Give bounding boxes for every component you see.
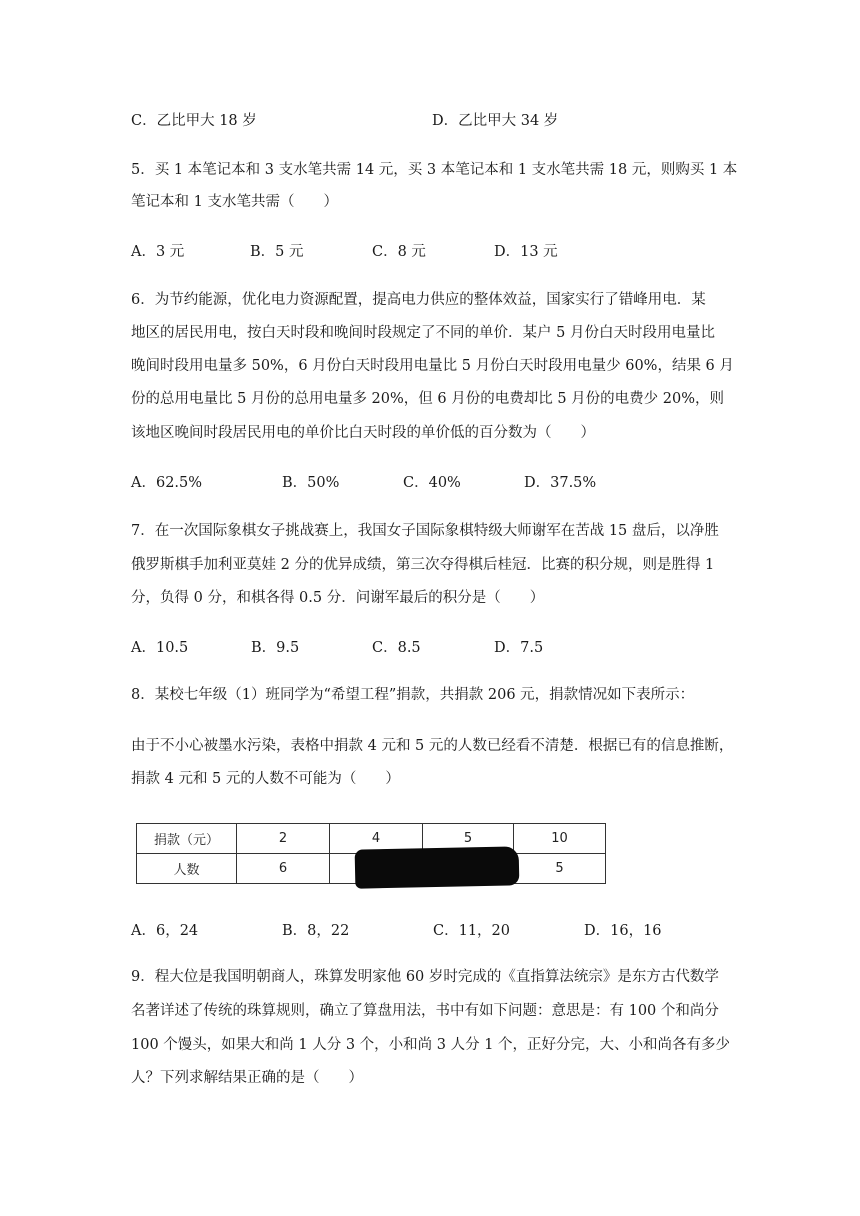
q9-text-line-1: 9．程大位是我国明朝商人，珠算发明家他 60 岁时完成的《直指算法统宗》是东方古代数学	[131, 969, 719, 985]
q5-option-a: A．3 元	[131, 244, 185, 260]
table-cell: 4	[330, 824, 423, 854]
q7-text-line-1: 7．在一次国际象棋女子挑战赛上，我国女子国际象棋特级大师谢军在苦战 15 盘后，以净胜	[131, 523, 719, 539]
q6-option-c: C．40%	[403, 475, 461, 491]
q7-option-b: B．9.5	[251, 640, 300, 656]
q4-option-d: D．乙比甲大 34 岁	[432, 113, 559, 129]
q4-option-c: C．乙比甲大 18 岁	[131, 113, 257, 129]
q8-option-c: C．11，20	[433, 923, 510, 939]
q6-text-line-5: 该地区晚间时段居民用电的单价比白天时段的单价低的百分数为（ ）	[131, 425, 595, 441]
q9-text-line-2: 名著详述了传统的珠算规则，确立了算盘用法，书中有如下问题：意思是：有 100 个和尚分	[131, 1003, 719, 1019]
q7-option-d: D．7.5	[494, 640, 544, 656]
q8-option-a: A．6，24	[131, 923, 199, 939]
q6-option-d: D．37.5%	[524, 475, 597, 491]
q9-text-line-3: 100 个馒头，如果大和尚 1 人分 3 个，小和尚 3 人分 1 个，正好分完，大、小和尚各有多少	[131, 1037, 731, 1053]
q6-text-line-4: 份的总用电量比 5 月份的总用电量多 20%，但 6 月份的电费却比 5 月份的电费少 20%，则	[131, 391, 725, 407]
table-cell: 人数	[137, 854, 237, 884]
q8-option-b: B．8，22	[282, 923, 350, 939]
q5-option-d: D．13 元	[494, 244, 558, 260]
ink-stain	[355, 846, 520, 888]
q7-text-line-3: 分，负得 0 分，和棋各得 0.5 分．问谢军最后的积分是（ ）	[131, 590, 545, 606]
q5-option-b: B．5 元	[250, 244, 304, 260]
q8-option-d: D．16，16	[584, 923, 662, 939]
table-cell: 捐款（元）	[137, 824, 237, 854]
q7-text-line-2: 俄罗斯棋手加利亚莫娃 2 分的优异成绩，第三次夺得棋后桂冠．比赛的积分规，则是胜得 1	[131, 557, 715, 573]
q5-text-line-2: 笔记本和 1 支水笔共需（ ）	[131, 194, 338, 210]
table-cell: 5	[514, 854, 606, 884]
q7-option-a: A．10.5	[131, 640, 189, 656]
q8-text-line-3: 捐款 4 元和 5 元的人数不可能为（ ）	[131, 771, 400, 787]
q8-text-line-1: 8．某校七年级（1）班同学为“希望工程”捐款，共捐款 206 元，捐款情况如下表所示：	[131, 687, 695, 703]
table-cell: 2	[237, 824, 330, 854]
q6-option-b: B．50%	[282, 475, 340, 491]
q7-option-c: C．8.5	[372, 640, 421, 656]
q6-text-line-2: 地区的居民用电，按白天时段和晚间时段规定了不同的单价．某户 5 月份白天时段用电量比	[131, 325, 715, 341]
q9-text-line-4: 人？下列求解结果正确的是（ ）	[131, 1070, 363, 1086]
q6-text-line-3: 晚间时段用电量多 50%，6 月份白天时段用电量比 5 月份白天时段用电量少 60%，结果 6 月	[131, 358, 734, 374]
q8-text-line-2: 由于不小心被墨水污染，表格中捐款 4 元和 5 元的人数已经看不清楚．根据已有的信息推断，	[131, 738, 734, 754]
q6-text-line-1: 6．为节约能源，优化电力资源配置，提高电力供应的整体效益，国家实行了错峰用电．某	[131, 292, 706, 308]
q6-option-a: A．62.5%	[131, 475, 203, 491]
table-cell: 5	[423, 824, 514, 854]
q5-text-line-1: 5．买 1 本笔记本和 3 支水笔共需 14 元，买 3 本笔记本和 1 支水笔共需 18 元，则购买 1 本	[131, 162, 738, 178]
table-cell: 6	[237, 854, 330, 884]
q5-option-c: C．8 元	[372, 244, 426, 260]
table-cell: 10	[514, 824, 606, 854]
